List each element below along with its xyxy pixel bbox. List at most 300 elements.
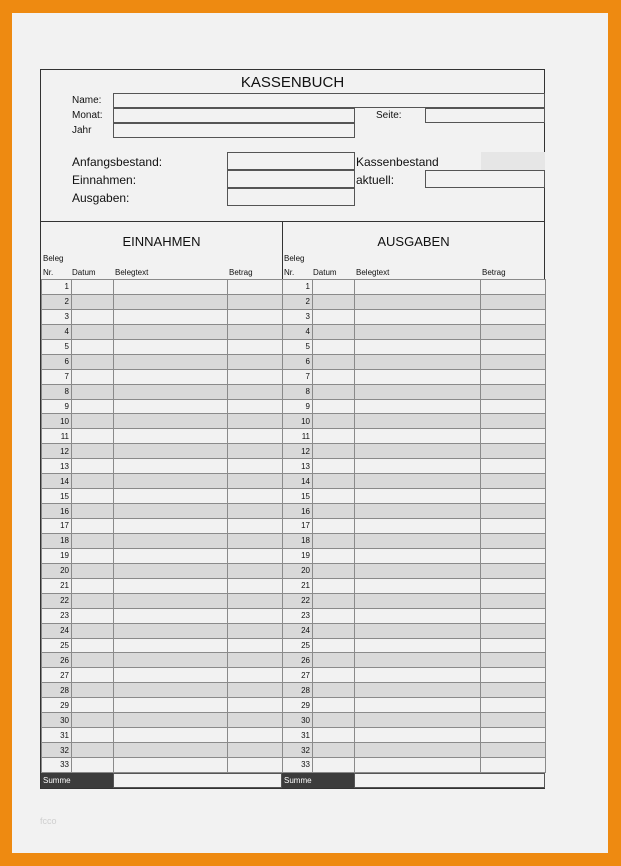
ausgaben-belegtext-cell[interactable] [355, 638, 481, 653]
einnahmen-belegtext-cell[interactable] [114, 414, 228, 429]
einnahmen-datum-cell[interactable] [72, 489, 114, 504]
ausgaben-datum-cell[interactable] [313, 474, 355, 489]
ausgaben-table-row [283, 309, 546, 324]
ausgaben-betrag-cell[interactable] [481, 653, 546, 668]
einnahmen-belegtext-cell[interactable] [114, 504, 228, 519]
einnahmen-datum-cell[interactable] [72, 324, 114, 339]
ausgaben-datum-cell[interactable] [313, 339, 355, 354]
ausgaben-betrag-cell[interactable] [481, 324, 546, 339]
einnahmen-table-row [42, 369, 283, 384]
einnahmen-belegtext-cell[interactable] [114, 713, 228, 728]
einnahmen-betrag-cell[interactable] [228, 339, 283, 354]
ausgaben-betrag-cell[interactable] [481, 369, 546, 384]
einnahmen-datum-cell[interactable] [72, 429, 114, 444]
ausgaben-summe-label: Summe [282, 773, 354, 788]
ausgaben-datum-cell[interactable] [313, 324, 355, 339]
ausgaben-datum-cell[interactable] [313, 608, 355, 623]
einnahmen-datum-cell[interactable] [72, 683, 114, 698]
einnahmen-belegtext-cell[interactable] [114, 429, 228, 444]
seite-label: Seite: [376, 110, 402, 121]
einnahmen-betrag-cell[interactable] [228, 309, 283, 324]
ausgaben-betrag-cell[interactable] [481, 339, 546, 354]
ausgaben-nr-cell: 17 [283, 519, 313, 534]
einnahmen-datum-cell[interactable] [72, 623, 114, 638]
ausgaben-belegtext-cell[interactable] [355, 504, 481, 519]
ausgaben-table-row [283, 623, 546, 638]
einnahmen-table-row [42, 713, 283, 728]
ausgaben-belegtext-cell[interactable] [355, 324, 481, 339]
einnahmen-sum-field[interactable] [227, 170, 355, 188]
einnahmen-betrag-cell[interactable] [228, 444, 283, 459]
einnahmen-betrag-cell[interactable] [228, 369, 283, 384]
einnahmen-belegtext-cell[interactable] [114, 683, 228, 698]
einnahmen-nr-cell: 19 [42, 548, 72, 563]
einnahmen-betrag-cell[interactable] [228, 608, 283, 623]
ausgaben-nr-cell: 30 [283, 713, 313, 728]
ausgaben-belegtext-cell[interactable] [355, 399, 481, 414]
ausgaben-betrag-cell[interactable] [481, 444, 546, 459]
einnahmen-datum-cell[interactable] [72, 728, 114, 743]
einnahmen-betrag-cell[interactable] [228, 578, 283, 593]
ausgaben-nr-cell: 18 [283, 533, 313, 548]
einnahmen-betrag-cell[interactable] [228, 563, 283, 578]
einnahmen-datum-cell[interactable] [72, 519, 114, 534]
einnahmen-datum-cell[interactable] [72, 638, 114, 653]
ausgaben-betrag-cell[interactable] [481, 608, 546, 623]
einnahmen-belegtext-cell[interactable] [114, 324, 228, 339]
einnahmen-belegtext-cell[interactable] [114, 578, 228, 593]
ausgaben-datum-cell[interactable] [313, 519, 355, 534]
einnahmen-table-row [42, 623, 283, 638]
einnahmen-betrag-cell[interactable] [228, 758, 283, 773]
ausgaben-datum-cell[interactable] [313, 294, 355, 309]
einnahmen-belegtext-cell[interactable] [114, 533, 228, 548]
ausgaben-betrag-cell[interactable] [481, 638, 546, 653]
einnahmen-nr-cell: 1 [42, 280, 72, 295]
einnahmen-belegtext-cell[interactable] [114, 563, 228, 578]
ausgaben-datum-cell[interactable] [313, 354, 355, 369]
einnahmen-datum-cell[interactable] [72, 384, 114, 399]
einnahmen-betrag-cell[interactable] [228, 683, 283, 698]
ausgaben-betrag-cell[interactable] [481, 593, 546, 608]
einnahmen-betrag-cell[interactable] [228, 728, 283, 743]
einnahmen-betrag-cell[interactable] [228, 280, 283, 295]
ausgaben-nr-cell: 21 [283, 578, 313, 593]
einnahmen-betrag-cell[interactable] [228, 668, 283, 683]
einnahmen-belegtext-cell[interactable] [114, 698, 228, 713]
ausgaben-belegtext-cell[interactable] [355, 354, 481, 369]
einnahmen-title: EINNAHMEN [122, 234, 201, 249]
ausgaben-belegtext-cell[interactable] [355, 758, 481, 773]
ausgaben-belegtext-cell[interactable] [355, 384, 481, 399]
ausgaben-betrag-cell[interactable] [481, 294, 546, 309]
ausgaben-belegtext-cell[interactable] [355, 489, 481, 504]
ausgaben-betrag-cell[interactable] [481, 758, 546, 773]
einnahmen-belegtext-cell[interactable] [114, 280, 228, 295]
ausgaben-betrag-cell[interactable] [481, 489, 546, 504]
ausgaben-betrag-cell[interactable] [481, 713, 546, 728]
ausgaben-nr-cell: 27 [283, 668, 313, 683]
ausgaben-betrag-cell[interactable] [481, 698, 546, 713]
anfangsbestand-field[interactable] [227, 152, 355, 170]
ausgaben-belegtext-cell[interactable] [355, 414, 481, 429]
einnahmen-betrag-cell[interactable] [228, 519, 283, 534]
ausgaben-sum-field[interactable] [227, 188, 355, 206]
einnahmen-nr-cell: 4 [42, 324, 72, 339]
einnahmen-datum-cell[interactable] [72, 668, 114, 683]
einnahmen-datum-cell[interactable] [72, 578, 114, 593]
ausgaben-nr-cell: 26 [283, 653, 313, 668]
einnahmen-datum-cell[interactable] [72, 414, 114, 429]
ausgaben-datum-cell[interactable] [313, 369, 355, 384]
einnahmen-datum-cell[interactable] [72, 593, 114, 608]
einnahmen-datum-cell[interactable] [72, 743, 114, 758]
ausgaben-belegtext-cell[interactable] [355, 563, 481, 578]
einnahmen-summe-row [41, 773, 282, 788]
einnahmen-belegtext-cell[interactable] [114, 294, 228, 309]
anfangsbestand-label: Anfangsbestand: [72, 155, 163, 169]
einnahmen-betrag-cell[interactable] [228, 743, 283, 758]
einnahmen-table-row [42, 474, 283, 489]
ausgaben-betrag-cell[interactable] [481, 280, 546, 295]
ausgaben-betrag-cell[interactable] [481, 309, 546, 324]
monat-field[interactable] [113, 108, 355, 123]
einnahmen-nr-cell: 13 [42, 459, 72, 474]
ausgaben-table-row [283, 354, 546, 369]
ausgaben-belegtext-cell[interactable] [355, 533, 481, 548]
einnahmen-summe-field[interactable] [113, 773, 282, 788]
einnahmen-table-row [42, 429, 283, 444]
einnahmen-belegtext-cell[interactable] [114, 548, 228, 563]
ausgaben-belegtext-cell[interactable] [355, 683, 481, 698]
ausgaben-belegtext-cell[interactable] [355, 653, 481, 668]
einnahmen-datum-cell[interactable] [72, 459, 114, 474]
name-field[interactable] [113, 93, 545, 108]
ausgaben-betrag-cell[interactable] [481, 743, 546, 758]
ausgaben-table-row [283, 668, 546, 683]
ausgaben-col-datum: Datum [313, 268, 337, 277]
ausgaben-nr-cell: 1 [283, 280, 313, 295]
einnahmen-betrag-cell[interactable] [228, 414, 283, 429]
einnahmen-belegtext-cell[interactable] [114, 519, 228, 534]
einnahmen-nr-cell: 8 [42, 384, 72, 399]
ausgaben-table-row [283, 578, 546, 593]
einnahmen-nr-cell: 5 [42, 339, 72, 354]
ausgaben-table-row [283, 638, 546, 653]
einnahmen-betrag-cell[interactable] [228, 653, 283, 668]
einnahmen-nr-cell: 32 [42, 743, 72, 758]
ausgaben-table-row [283, 474, 546, 489]
einnahmen-belegtext-cell[interactable] [114, 638, 228, 653]
einnahmen-datum-cell[interactable] [72, 758, 114, 773]
einnahmen-belegtext-cell[interactable] [114, 489, 228, 504]
ausgaben-betrag-cell[interactable] [481, 384, 546, 399]
jahr-field[interactable] [113, 123, 355, 138]
ausgaben-datum-cell[interactable] [313, 399, 355, 414]
ausgaben-datum-cell[interactable] [313, 668, 355, 683]
einnahmen-belegtext-cell[interactable] [114, 339, 228, 354]
ausgaben-belegtext-cell[interactable] [355, 668, 481, 683]
ausgaben-belegtext-cell[interactable] [355, 623, 481, 638]
jahr-label: Jahr [72, 125, 92, 136]
einnahmen-table-row [42, 668, 283, 683]
ausgaben-datum-cell[interactable] [313, 384, 355, 399]
einnahmen-datum-cell[interactable] [72, 444, 114, 459]
einnahmen-betrag-cell[interactable] [228, 638, 283, 653]
ausgaben-betrag-cell[interactable] [481, 533, 546, 548]
einnahmen-betrag-cell[interactable] [228, 384, 283, 399]
einnahmen-datum-cell[interactable] [72, 399, 114, 414]
einnahmen-table-row [42, 459, 283, 474]
ausgaben-datum-cell[interactable] [313, 444, 355, 459]
ausgaben-belegtext-cell[interactable] [355, 309, 481, 324]
einnahmen-belegtext-cell[interactable] [114, 758, 228, 773]
einnahmen-datum-cell[interactable] [72, 608, 114, 623]
einnahmen-belegtext-cell[interactable] [114, 623, 228, 638]
ausgaben-nr-cell: 29 [283, 698, 313, 713]
ausgaben-table-row [283, 548, 546, 563]
ausgaben-datum-cell[interactable] [313, 280, 355, 295]
einnahmen-nr-cell: 21 [42, 578, 72, 593]
einnahmen-table-row [42, 309, 283, 324]
einnahmen-belegtext-cell[interactable] [114, 369, 228, 384]
ausgaben-datum-cell[interactable] [313, 563, 355, 578]
ausgaben-belegtext-cell[interactable] [355, 728, 481, 743]
einnahmen-col-belegtext: Belegtext [115, 268, 149, 277]
ausgaben-datum-cell[interactable] [313, 593, 355, 608]
einnahmen-table-row [42, 608, 283, 623]
einnahmen-belegtext-cell[interactable] [114, 459, 228, 474]
ausgaben-nr-cell: 24 [283, 623, 313, 638]
ausgaben-col-betrag: Betrag [482, 268, 506, 277]
ausgaben-betrag-cell[interactable] [481, 578, 546, 593]
einnahmen-betrag-cell[interactable] [228, 459, 283, 474]
ausgaben-betrag-cell[interactable] [481, 504, 546, 519]
ausgaben-betrag-cell[interactable] [481, 399, 546, 414]
ausgaben-nr-cell: 14 [283, 474, 313, 489]
einnahmen-belegtext-cell[interactable] [114, 608, 228, 623]
einnahmen-betrag-cell[interactable] [228, 399, 283, 414]
ausgaben-betrag-cell[interactable] [481, 519, 546, 534]
ausgaben-datum-cell[interactable] [313, 429, 355, 444]
ausgaben-belegtext-cell[interactable] [355, 294, 481, 309]
einnahmen-betrag-cell[interactable] [228, 294, 283, 309]
einnahmen-table-row [42, 683, 283, 698]
einnahmen-table-row [42, 548, 283, 563]
einnahmen-betrag-cell[interactable] [228, 548, 283, 563]
einnahmen-betrag-cell[interactable] [228, 324, 283, 339]
einnahmen-col-beleg: Beleg [43, 254, 64, 263]
ausgaben-belegtext-cell[interactable] [355, 698, 481, 713]
einnahmen-datum-cell[interactable] [72, 504, 114, 519]
ausgaben-betrag-cell[interactable] [481, 414, 546, 429]
ausgaben-belegtext-cell[interactable] [355, 548, 481, 563]
ausgaben-belegtext-cell[interactable] [355, 608, 481, 623]
kassenbestand-field[interactable] [425, 170, 545, 188]
ausgaben-datum-cell[interactable] [313, 638, 355, 653]
einnahmen-table-row [42, 593, 283, 608]
ausgaben-nr-cell: 20 [283, 563, 313, 578]
ausgaben-table-row [283, 414, 546, 429]
einnahmen-belegtext-cell[interactable] [114, 653, 228, 668]
einnahmen-belegtext-cell[interactable] [114, 384, 228, 399]
einnahmen-nr-cell: 18 [42, 533, 72, 548]
einnahmen-belegtext-cell[interactable] [114, 668, 228, 683]
einnahmen-belegtext-cell[interactable] [114, 399, 228, 414]
einnahmen-table-row [42, 728, 283, 743]
ausgaben-table-row [283, 459, 546, 474]
einnahmen-datum-cell[interactable] [72, 474, 114, 489]
ausgaben-belegtext-cell[interactable] [355, 339, 481, 354]
ausgaben-table-row [283, 504, 546, 519]
kassenbestand-label: Kassenbestand [356, 155, 439, 169]
ausgaben-datum-cell[interactable] [313, 683, 355, 698]
einnahmen-betrag-cell[interactable] [228, 354, 283, 369]
ausgaben-nr-cell: 19 [283, 548, 313, 563]
ausgaben-table-row [283, 698, 546, 713]
einnahmen-belegtext-cell[interactable] [114, 309, 228, 324]
ausgaben-datum-cell[interactable] [313, 548, 355, 563]
kassenbestand-shade [481, 152, 545, 170]
ausgaben-datum-cell[interactable] [313, 713, 355, 728]
ausgaben-summe-field[interactable] [354, 773, 545, 788]
ausgaben-belegtext-cell[interactable] [355, 743, 481, 758]
einnahmen-table-row [42, 533, 283, 548]
einnahmen-betrag-cell[interactable] [228, 533, 283, 548]
einnahmen-nr-cell: 30 [42, 713, 72, 728]
einnahmen-datum-cell[interactable] [72, 354, 114, 369]
einnahmen-betrag-cell[interactable] [228, 593, 283, 608]
ausgaben-datum-cell[interactable] [313, 459, 355, 474]
seite-field[interactable] [425, 108, 545, 123]
ausgaben-datum-cell[interactable] [313, 623, 355, 638]
ausgaben-belegtext-cell[interactable] [355, 519, 481, 534]
einnahmen-datum-cell[interactable] [72, 548, 114, 563]
einnahmen-betrag-cell[interactable] [228, 429, 283, 444]
einnahmen-nr-cell: 9 [42, 399, 72, 414]
ausgaben-table-row [283, 339, 546, 354]
ausgaben-nr-cell: 8 [283, 384, 313, 399]
ausgaben-betrag-cell[interactable] [481, 429, 546, 444]
einnahmen-table-row [42, 519, 283, 534]
einnahmen-datum-cell[interactable] [72, 309, 114, 324]
ausgaben-nr-cell: 33 [283, 758, 313, 773]
einnahmen-betrag-cell[interactable] [228, 698, 283, 713]
ausgaben-table-row [283, 728, 546, 743]
ausgaben-belegtext-cell[interactable] [355, 459, 481, 474]
einnahmen-betrag-cell[interactable] [228, 474, 283, 489]
ausgaben-belegtext-cell[interactable] [355, 578, 481, 593]
einnahmen-betrag-cell[interactable] [228, 504, 283, 519]
einnahmen-datum-cell[interactable] [72, 713, 114, 728]
ausgaben-betrag-cell[interactable] [481, 548, 546, 563]
ausgaben-datum-cell[interactable] [313, 504, 355, 519]
ausgaben-belegtext-cell[interactable] [355, 713, 481, 728]
einnahmen-datum-cell[interactable] [72, 369, 114, 384]
einnahmen-betrag-cell[interactable] [228, 713, 283, 728]
cashbook-form [40, 69, 545, 789]
ausgaben-datum-cell[interactable] [313, 728, 355, 743]
einnahmen-datum-cell[interactable] [72, 280, 114, 295]
einnahmen-belegtext-cell[interactable] [114, 728, 228, 743]
ausgaben-table-row [283, 489, 546, 504]
ausgaben-datum-cell[interactable] [313, 489, 355, 504]
einnahmen-nr-cell: 27 [42, 668, 72, 683]
ausgaben-datum-cell[interactable] [313, 743, 355, 758]
ausgaben-nr-cell: 13 [283, 459, 313, 474]
einnahmen-nr-cell: 26 [42, 653, 72, 668]
ausgaben-betrag-cell[interactable] [481, 728, 546, 743]
einnahmen-nr-cell: 25 [42, 638, 72, 653]
einnahmen-table-row [42, 698, 283, 713]
einnahmen-datum-cell[interactable] [72, 339, 114, 354]
einnahmen-nr-cell: 29 [42, 698, 72, 713]
einnahmen-datum-cell[interactable] [72, 563, 114, 578]
ausgaben-betrag-cell[interactable] [481, 563, 546, 578]
einnahmen-table-row [42, 653, 283, 668]
ausgaben-table-row [283, 593, 546, 608]
ausgaben-datum-cell[interactable] [313, 578, 355, 593]
einnahmen-nr-cell: 22 [42, 593, 72, 608]
ausgaben-datum-cell[interactable] [313, 533, 355, 548]
ausgaben-table-row [283, 519, 546, 534]
einnahmen-table-row [42, 758, 283, 773]
einnahmen-datum-cell[interactable] [72, 653, 114, 668]
einnahmen-nr-cell: 2 [42, 294, 72, 309]
einnahmen-belegtext-cell[interactable] [114, 474, 228, 489]
ausgaben-table-row [283, 653, 546, 668]
einnahmen-betrag-cell[interactable] [228, 623, 283, 638]
ausgaben-belegtext-cell[interactable] [355, 593, 481, 608]
ausgaben-betrag-cell[interactable] [481, 459, 546, 474]
ausgaben-datum-cell[interactable] [313, 698, 355, 713]
ausgaben-betrag-cell[interactable] [481, 668, 546, 683]
einnahmen-datum-cell[interactable] [72, 533, 114, 548]
ausgaben-datum-cell[interactable] [313, 414, 355, 429]
ausgaben-betrag-cell[interactable] [481, 623, 546, 638]
einnahmen-belegtext-cell[interactable] [114, 444, 228, 459]
ausgaben-belegtext-cell[interactable] [355, 369, 481, 384]
einnahmen-table-row [42, 489, 283, 504]
ausgaben-belegtext-cell[interactable] [355, 444, 481, 459]
einnahmen-belegtext-cell[interactable] [114, 743, 228, 758]
einnahmen-nr-cell: 20 [42, 563, 72, 578]
monat-label: Monat: [72, 110, 103, 121]
einnahmen-belegtext-cell[interactable] [114, 354, 228, 369]
ausgaben-belegtext-cell[interactable] [355, 474, 481, 489]
ausgaben-datum-cell[interactable] [313, 309, 355, 324]
ausgaben-table-row [283, 563, 546, 578]
ausgaben-datum-cell[interactable] [313, 758, 355, 773]
ausgaben-belegtext-cell[interactable] [355, 429, 481, 444]
ausgaben-sum-label: Ausgaben: [72, 191, 130, 205]
ausgaben-betrag-cell[interactable] [481, 474, 546, 489]
ausgaben-nr-cell: 6 [283, 354, 313, 369]
einnahmen-col-nr: Nr. [43, 268, 54, 277]
ausgaben-summe-row [282, 773, 545, 788]
ausgaben-col-beleg: Beleg [284, 254, 305, 263]
ausgaben-betrag-cell[interactable] [481, 683, 546, 698]
einnahmen-belegtext-cell[interactable] [114, 593, 228, 608]
einnahmen-nr-cell: 11 [42, 429, 72, 444]
ausgaben-nr-cell: 31 [283, 728, 313, 743]
ausgaben-datum-cell[interactable] [313, 653, 355, 668]
ausgaben-belegtext-cell[interactable] [355, 280, 481, 295]
ausgaben-betrag-cell[interactable] [481, 354, 546, 369]
einnahmen-betrag-cell[interactable] [228, 489, 283, 504]
einnahmen-datum-cell[interactable] [72, 698, 114, 713]
einnahmen-datum-cell[interactable] [72, 294, 114, 309]
